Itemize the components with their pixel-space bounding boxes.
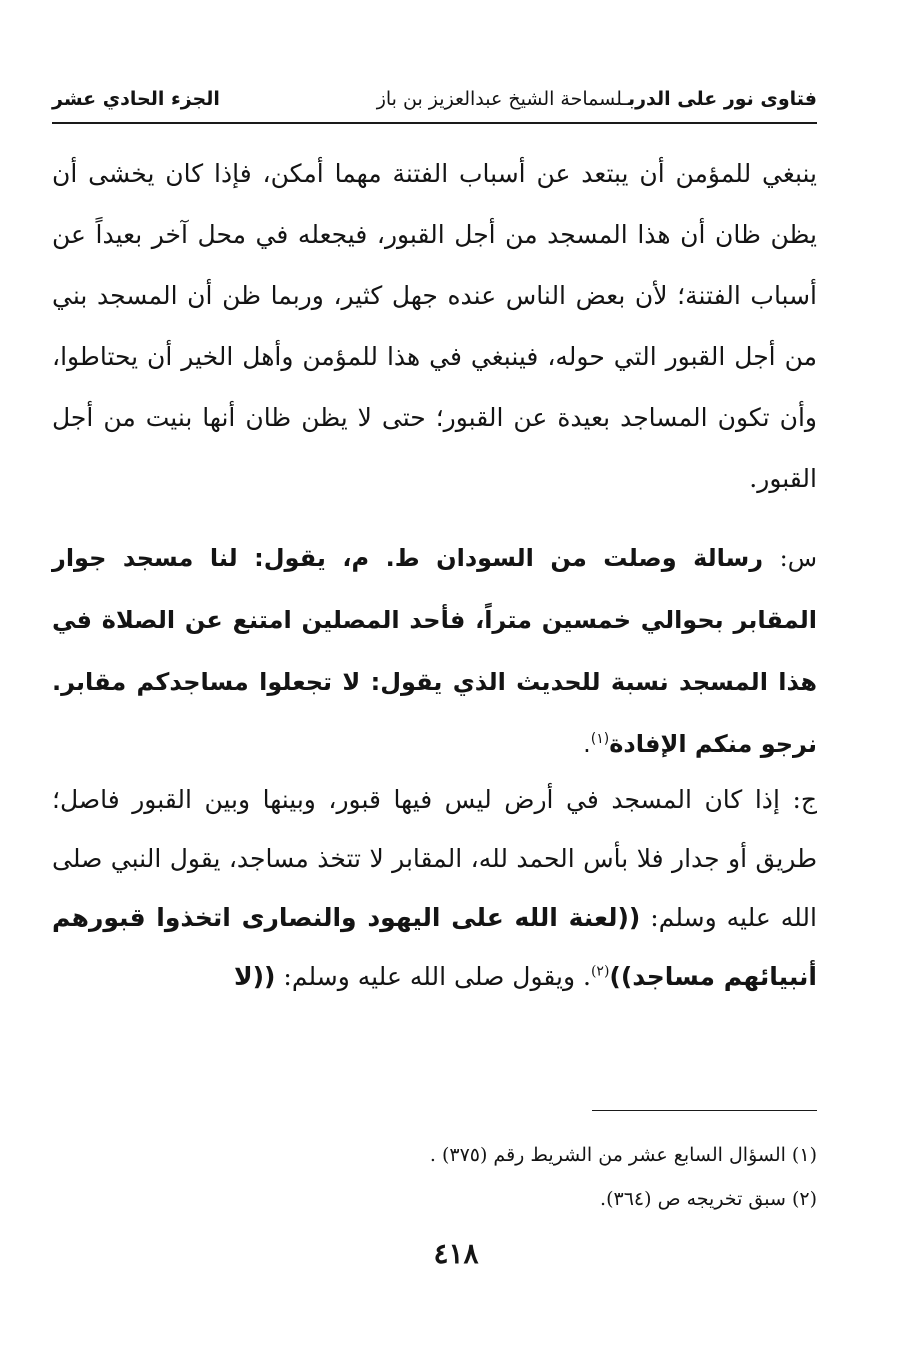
- header-book-title: [377, 88, 817, 110]
- footnote-divider: [592, 1110, 817, 1111]
- answer-paragraph: [52, 770, 817, 1006]
- answer-prefix: ج:: [792, 785, 817, 814]
- question-prefix: س:: [779, 544, 817, 572]
- answer-trailing: ((لا: [234, 962, 276, 991]
- question-end: .: [583, 730, 591, 758]
- author-name: لسماحة الشيخ عبدالعزيز بن باز: [376, 88, 623, 110]
- hadith-quote: ((لعنة الله على اليهود والنصارى اتخذوا قبورهم أنبيائهم مساجد)): [52, 903, 817, 991]
- footnote-ref-1: (١): [590, 731, 610, 747]
- footnote-1: (١) السؤال السابع عشر من الشريط رقم (٣٧٥) .: [429, 1144, 817, 1166]
- paragraph-continuation: ينبغي للمؤمن أن يبتعد عن أسباب الفتنة مهما أمكن، فإذا كان يخشى أن يظن ظان أن هذا المسجد من أجل القبور، فيجعله في محل آخر بعيداً عن أسباب الفتنة؛ لأن بعض الناس عنده جهل كثير، وربما ظن أن المسجد بني من أجل القبور التي حوله، فينبغي في هذا للمؤمن وأهل الخير أن يحتاطوا، وأن تكون المساجد بعيدة عن القبور؛ حتى لا يظن ظان أنها بنيت من أجل القبور.: [52, 159, 817, 493]
- question-text: رسالة وصلت من السودان ط. م، يقول: لنا مسجد جوار المقابر بحوالي خمسين متراً، فأحد المصلين امتنع عن الصلاة في هذا المسجد نسبة للحديث الذي يقول: لا تجعلوا مساجدكم مقابر. نرجو منكم الإفادة: [52, 544, 817, 758]
- footnotes: [117, 1133, 817, 1221]
- footnote-2: (٢) سبق تخريجه ص (٣٦٤).: [600, 1188, 817, 1210]
- running-header: [52, 86, 817, 124]
- header-separator: ـ: [622, 88, 628, 110]
- volume-label: الجزء الحادي عشر: [52, 88, 220, 110]
- book-title: فتاوى نور على الدرب: [627, 88, 817, 110]
- footnote-ref-2: (٢): [590, 963, 610, 980]
- page-number: ٤١٨: [433, 1237, 479, 1270]
- answer-text: إذا كان المسجد في أرض ليس فيها قبور، وبينها وبين القبور فاصل؛ طريق أو جدار فلا بأس الحمد لله، المقابر لا تتخذ مساجد، يقول النبي صلى الله عليه وسلم:: [52, 785, 817, 932]
- answer-continuation: . ويقول صلى الله عليه وسلم:: [283, 962, 591, 991]
- question-paragraph: [52, 527, 817, 775]
